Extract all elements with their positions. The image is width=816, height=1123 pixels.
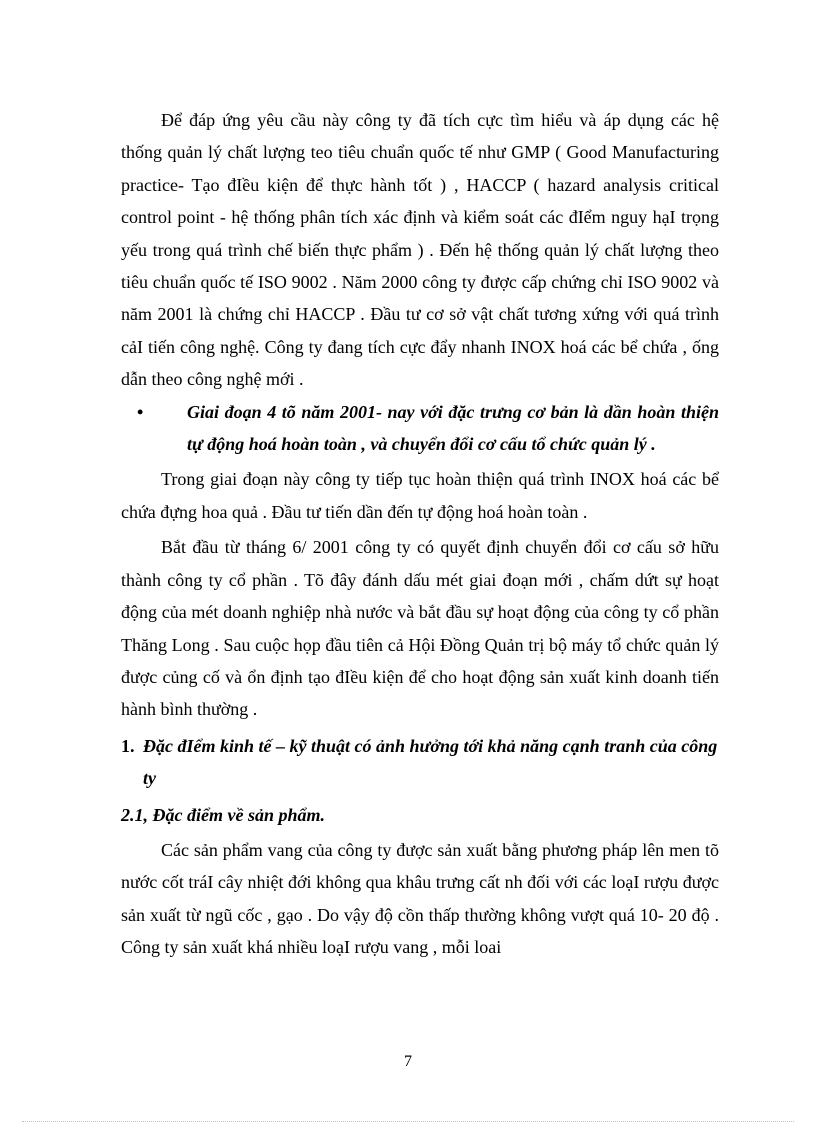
bullet-marker: • [137, 401, 144, 422]
page-body [121, 104, 719, 964]
paragraph-equitization: Bắt đầu từ tháng 6/ 2001 công ty có quyết định chuyển đổi cơ cấu sở hữu thành công ty cổ phần . Tõ đây đánh dấu mét giai đoạn mới , chấm dứt sự hoạt động của mét doanh nghiệp nhà nước và bắt đầu sự hoạt động của công ty cổ phần Thăng Long . Sau cuộc họp đầu tiên cả Hội Đồng Quản trị bộ máy tổ chức quản lý được củng cố và ổn định tạo đIều kiện để cho hoạt động sản xuất kinh doanh tiến hành bình thường . [121, 537, 719, 720]
page-bottom-divider [22, 1121, 794, 1122]
section-number: 1. [121, 735, 135, 756]
paragraph-quality-systems: Để đáp ứng yêu cầu này công ty đã tích cực tìm hiểu và áp dụng các hệ thống quản lý chất lượng teo tiêu chuẩn quốc tế như GMP ( Good Manufacturing practice- Tạo đIều kiện để thực hành tốt ) , HACCP ( hazard analysis critical control point - hệ thống phân tích xác định và kiểm soát các đIểm nguy hạI trọng yếu trong quá trình chế biến thực phẩm ) . Đến hệ thống quản lý chất lượng theo tiêu chuẩn quốc tế ISO 9002 . Năm 2000 công ty được cấp chứng chỉ ISO 9002 và năm 2001 là chứng chỉ HACCP . Đầu tư cơ sở vật chất tương xứng với quá trình cảI tiến công nghệ. Công ty đang tích cực đẩy nhanh INOX hoá các bể chứa , ống dẫn theo công nghệ mới . [121, 110, 719, 390]
subsection-heading-2-1: 2.1, Đặc điểm về sản phẩm. [121, 804, 325, 825]
section-heading-text: Đặc đIểm kinh tế – kỹ thuật có ảnh hưởng tới khả năng cạnh tranh của công ty [143, 735, 718, 789]
bullet-item-stage-4 [121, 396, 719, 461]
bullet-text: Giai đoạn 4 tõ năm 2001- nay với đặc trưng cơ bản là dần hoàn thiện tự động hoá hoàn toàn , và chuyển đổi cơ cấu tổ chức quản lý . [187, 401, 719, 455]
paragraph-inox: Trong giai đoạn này công ty tiếp tục hoàn thiện quá trình INOX hoá các bể chứa đựng hoa quả . Đầu tư tiến dần đến tự động hoá hoàn toàn . [121, 469, 719, 522]
paragraph-products: Các sản phẩm vang của công ty được sản xuất bằng phương pháp lên men tõ nước cốt tráI cây nhiệt đới không qua khâu trưng cất nh đối với các loạI rượu được sản xuất từ ngũ cốc , gạo . Do vậy độ cồn thấp thường không vượt quá 10- 20 độ . Công ty sản xuất khá nhiều loạI rượu vang , mỗi loai [121, 839, 719, 958]
page-number: 7 [404, 1053, 412, 1070]
section-heading-1 [121, 730, 719, 795]
